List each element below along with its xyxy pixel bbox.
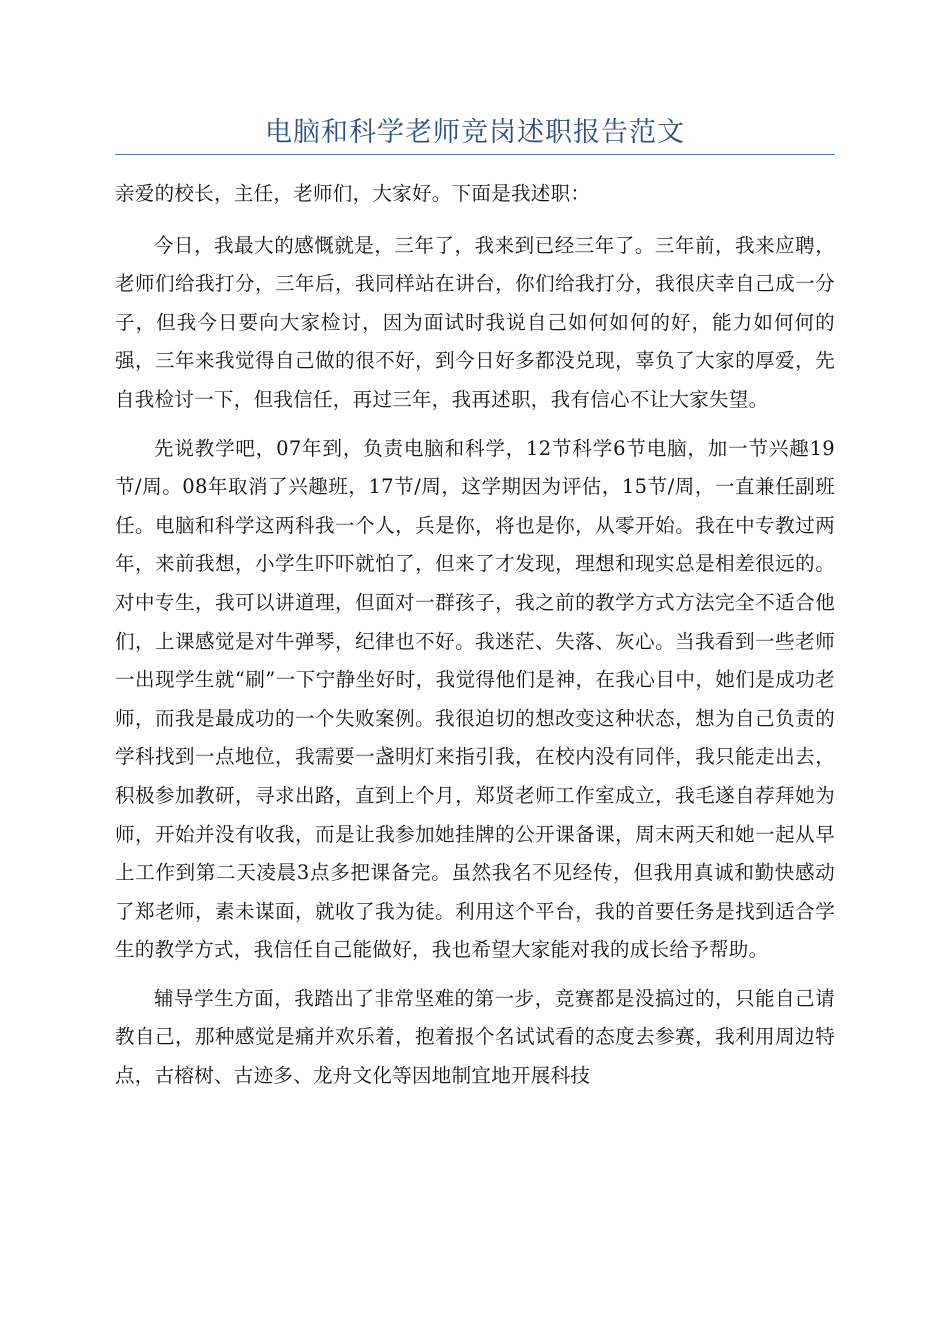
document-body bbox=[115, 175, 835, 1096]
body-paragraph-1: 今日，我最大的感慨就是，三年了，我来到已经三年了。三年前，我来应聘，老师们给我打分，三年后，我同样站在讲台，你们给我打分，我很庆幸自己成一分子，但我今日要向大家检讨，因为面试时我说自己如何如何的好，能力如何何的强，三年来我觉得自己做的很不好，到今日好多都没兑现，辜负了大家的厚爱，先自我检讨一下，但我信任，再过三年，我再述职，我有信心不让大家失望。 bbox=[115, 233, 835, 411]
title-underline bbox=[115, 154, 835, 155]
greeting-paragraph: 亲爱的校长，主任，老师们，大家好。下面是我述职： bbox=[115, 182, 591, 205]
body-paragraph-3: 辅导学生方面，我踏出了非常坚难的第一步，竞赛都是没搞过的，只能自己请教自己，那种感觉是痛并欢乐着，抱着报个名试试看的态度去参赛，我利用周边特点，古榕树、古迹多、龙舟文化等因地制宜地开展科技 bbox=[115, 986, 835, 1088]
body-paragraph-2: 先说教学吧，07年到，负责电脑和科学，12节科学6节电脑，加一节兴趣19节/周。08年取消了兴趣班，17节/周，这学期因为评估，15节/周，一直兼任副班任。电脑和科学这两科我一个人，兵是你，将也是你，从零开始。我在中专教过两年，来前我想，小学生吓吓就怕了，但来了才发现，理想和现实总是相差很远的。对中专生，我可以讲道理，但面对一群孩子，我之前的教学方式方法完全不适合他们，上课感觉是对牛弹琴，纪律也不好。我迷茫、失落、灰心。当我看到一些老师一出现学生就“刷”一下宁静坐好时，我觉得他们是神，在我心目中，她们是成功老师，而我是最成功的一个失败案例。我很迫切的想改变这种状态，想为自己负责的学科找到一点地位，我需要一盏明灯来指引我，在校内没有同伴，我只能走出去，积极参加教研，寻求出路，直到上个月，郑贤老师工作室成立，我毛遂自荐拜她为师，开始并没有收我，而是让我参加她挂牌的公开课备课，周末两天和她一起从早上工作到第二天凌晨3点多把课备完。虽然我名不见经传，但我用真诚和勤快感动了郑老师，素未谋面，就收了我为徒。利用这个平台，我的首要任务是找到适合学生的教学方式，我信任自己能做好，我也希望大家能对我的成长给予帮助。 bbox=[115, 436, 835, 962]
document-title: 电脑和科学老师竞岗述职报告范文 bbox=[265, 117, 685, 148]
